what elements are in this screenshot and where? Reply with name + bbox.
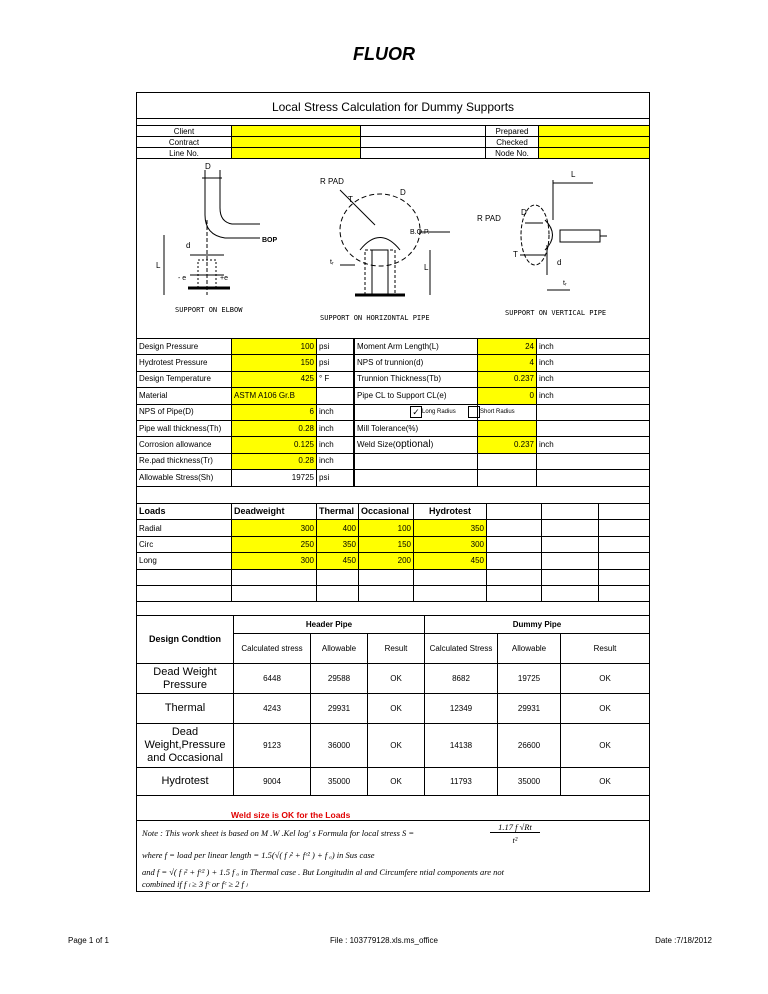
client-field[interactable]: [232, 126, 361, 137]
footer-page: Page 1 of 1: [68, 936, 109, 945]
table-row: [137, 536, 650, 552]
pipe-wall-thickness-label: Pipe wall thickness(Th): [137, 420, 232, 436]
result-occasional-header-allow: 36000: [311, 724, 368, 768]
sheet-title: Local Stress Calculation for Dummy Supports: [271, 100, 515, 114]
note-formula-denominator: t²: [512, 835, 518, 845]
result-dead-weight-header-result: OK: [368, 664, 425, 694]
figure-support-on-horizontal-pipe: [300, 170, 475, 325]
contract-label: Contract: [137, 137, 232, 148]
weld-size-label-optional: optional: [395, 439, 431, 451]
horizontal-label-rpad: R PAD: [320, 177, 344, 186]
load-circ-occasional[interactable]: 150: [359, 536, 414, 552]
nps-trunnion-input[interactable]: 4: [478, 355, 537, 371]
vertical-label-d: d: [557, 258, 562, 267]
result-condition-thermal: Thermal: [137, 694, 234, 724]
load-radial-label: Radial: [137, 520, 232, 536]
pipe-cl-support-label: Pipe CL to Support CL(e): [355, 388, 478, 404]
result-thermal-header-allow: 29931: [311, 694, 368, 724]
title-divider: [136, 118, 650, 119]
prepared-label: Prepared: [486, 126, 539, 137]
mill-tolerance-input[interactable]: [478, 420, 537, 436]
result-dead-weight-dummy-allow: 19725: [498, 664, 561, 694]
result-dead-weight-dummy-result: OK: [561, 664, 650, 694]
loads-header-thermal: Thermal: [317, 504, 359, 520]
weld-size-unit: inch: [537, 437, 650, 453]
load-radial-occasional[interactable]: 100: [359, 520, 414, 536]
weld-size-input[interactable]: 0.237: [478, 437, 537, 453]
nps-pipe-unit: inch: [317, 404, 354, 420]
design-pressure-unit: psi: [317, 339, 354, 355]
material-input[interactable]: ASTM A106 Gr.B: [232, 388, 317, 404]
corrosion-allowance-unit: inch: [317, 437, 354, 453]
node-no-field[interactable]: [539, 148, 650, 159]
result-dead-weight-header-calc: 6448: [234, 664, 311, 694]
horizontal-label-T: T: [348, 195, 353, 204]
load-circ-hydrotest[interactable]: 300: [414, 536, 487, 552]
contract-field[interactable]: [232, 137, 361, 148]
horizontal-label-bop: B.O.P.: [410, 229, 430, 236]
material-label: Material: [137, 388, 232, 404]
results-header-design-condition: Design Condtion: [137, 616, 234, 664]
node-no-label: Node No.: [486, 148, 539, 159]
results-col-header-allow: Allowable: [311, 634, 368, 664]
elbow-label-bop: BOP: [262, 237, 278, 244]
elbow-label-L: L: [156, 261, 161, 270]
moment-arm-input[interactable]: 24: [478, 339, 537, 355]
mill-tolerance-label: Mill Tolerance(%): [355, 420, 478, 436]
result-dead-weight-header-allow: 29588: [311, 664, 368, 694]
result-hydrotest-dummy-result: OK: [561, 768, 650, 796]
line-no-field[interactable]: [232, 148, 361, 159]
vertical-label-T: T: [513, 250, 518, 259]
results-header-header-pipe: Header Pipe: [234, 616, 425, 634]
result-hydrotest-header-calc: 9004: [234, 768, 311, 796]
figure-support-on-elbow: [150, 160, 280, 320]
loads-table: [136, 503, 650, 602]
moment-arm-unit: inch: [537, 339, 650, 355]
result-occasional-dummy-result: OK: [561, 724, 650, 768]
load-radial-hydrotest[interactable]: 350: [414, 520, 487, 536]
load-radial-thermal[interactable]: 400: [317, 520, 359, 536]
mill-tolerance-unit: [537, 420, 650, 436]
material-unit: [317, 388, 354, 404]
results-col-dummy-allow: Allowable: [498, 634, 561, 664]
load-radial-deadweight[interactable]: 300: [232, 520, 317, 536]
results-col-header-result: Result: [368, 634, 425, 664]
checked-label: Checked: [486, 137, 539, 148]
elbow-label-d: d: [186, 241, 191, 250]
elbow-caption: SUPPORT ON ELBOW: [175, 306, 243, 314]
note-formula-numerator: 1.17 f √Rt: [490, 822, 540, 833]
repad-thickness-unit: inch: [317, 453, 354, 469]
pipe-wall-thickness-input[interactable]: 0.28: [232, 420, 317, 436]
design-temperature-input[interactable]: 425: [232, 371, 317, 387]
result-dead-weight-dummy-calc: 8682: [425, 664, 498, 694]
result-occasional-header-result: OK: [368, 724, 425, 768]
pipe-wall-thickness-unit: inch: [317, 420, 354, 436]
result-hydrotest-dummy-calc: 11793: [425, 768, 498, 796]
table-row: [137, 553, 650, 569]
table-row: [137, 724, 650, 768]
header-info-table: [136, 125, 650, 159]
result-condition-hydrotest: Hydrotest: [137, 768, 234, 796]
weld-size-label-prefix: Weld Size(: [357, 440, 396, 450]
load-circ-deadweight[interactable]: 250: [232, 536, 317, 552]
vertical-label-L: L: [571, 170, 576, 179]
table-row: [137, 664, 650, 694]
load-long-hydrotest[interactable]: 450: [414, 553, 487, 569]
trunnion-thickness-label: Trunnion Thickness(Tb): [355, 371, 478, 387]
vertical-label-tr: tᵣ: [563, 280, 567, 287]
radius-options-cell: [355, 404, 478, 420]
prepared-field[interactable]: [539, 126, 650, 137]
long-radius-checkbox[interactable]: ✓: [410, 406, 422, 418]
line-no-label: Line No.: [137, 148, 232, 159]
loads-header-hydrotest: Hydrotest: [414, 504, 487, 520]
elbow-label-minus-e: - e: [178, 275, 187, 282]
note-line-3: and f = √( f ₗ² + fᶜ² ) + 1.5 f ₐ in Thermal case . But Longitudin al and Circumfere ntial components are not: [142, 867, 504, 877]
figure-support-on-vertical-pipe: [475, 165, 625, 320]
horizontal-label-L: L: [424, 263, 429, 272]
pipe-cl-support-input[interactable]: 0: [478, 388, 537, 404]
horizontal-caption: SUPPORT ON HORIZONTAL PIPE: [320, 314, 430, 322]
corrosion-allowance-label: Corrosion allowance: [137, 437, 232, 453]
vertical-caption: SUPPORT ON VERTICAL PIPE: [505, 309, 607, 317]
results-col-dummy-calc: Calculated Stress: [425, 634, 498, 664]
load-long-occasional[interactable]: 200: [359, 553, 414, 569]
trunnion-thickness-input[interactable]: 0.237: [478, 371, 537, 387]
results-col-header-calc: Calculated stress: [234, 634, 311, 664]
hydrotest-pressure-label: Hydrotest Pressure: [137, 355, 232, 371]
load-circ-thermal[interactable]: 350: [317, 536, 359, 552]
loads-header-loads: Loads: [137, 504, 232, 520]
load-long-label: Long: [137, 553, 232, 569]
trunnion-thickness-unit: inch: [537, 371, 650, 387]
repad-thickness-label: Re.pad thickness(Tr): [137, 453, 232, 469]
table-row: [137, 520, 650, 536]
nps-pipe-input[interactable]: 6: [232, 404, 317, 420]
vertical-label-D: D: [521, 208, 527, 217]
client-label: Client: [137, 126, 232, 137]
result-hydrotest-dummy-allow: 35000: [498, 768, 561, 796]
short-radius-label: Short Radius: [480, 408, 515, 415]
result-thermal-dummy-allow: 29931: [498, 694, 561, 724]
footer-file: File : 103779128.xls.ms_office: [330, 936, 438, 945]
corrosion-allowance-input[interactable]: 0.125: [232, 437, 317, 453]
load-long-thermal[interactable]: 450: [317, 553, 359, 569]
footer-date: Date :7/18/2012: [655, 936, 712, 945]
weld-status-message: Weld size is OK for the Loads: [231, 810, 351, 820]
design-temperature-label: Design Temperature: [137, 371, 232, 387]
result-thermal-dummy-calc: 12349: [425, 694, 498, 724]
horizontal-label-D: D: [400, 188, 406, 197]
design-temperature-unit: ° F: [317, 371, 354, 387]
design-pressure-label: Design Pressure: [137, 339, 232, 355]
nps-trunnion-label: NPS of trunnion(d): [355, 355, 478, 371]
nps-pipe-label: NPS of Pipe(D): [137, 404, 232, 420]
allowable-stress-unit: psi: [317, 470, 354, 486]
load-circ-label: Circ: [137, 536, 232, 552]
vertical-label-rpad: R PAD: [477, 214, 501, 223]
repad-thickness-input[interactable]: 0.28: [232, 453, 317, 469]
nps-trunnion-unit: inch: [537, 355, 650, 371]
hydrotest-pressure-unit: psi: [317, 355, 354, 371]
pipe-cl-support-unit: inch: [537, 388, 650, 404]
horizontal-label-tr: tᵣ: [330, 259, 334, 266]
elbow-label-plus-e: +e: [220, 275, 228, 282]
result-thermal-header-result: OK: [368, 694, 425, 724]
result-hydrotest-header-allow: 35000: [311, 768, 368, 796]
results-table: [136, 615, 650, 796]
allowable-stress-value: 19725: [232, 470, 317, 486]
result-condition-occasional: Dead Weight,Pressure and Occasional: [137, 724, 234, 768]
note-line-4: combined if f ₗ ≥ 3 fᶜ or fᶜ ≥ 2 f ₗ: [142, 879, 248, 889]
design-inputs-left: [136, 338, 354, 487]
result-occasional-dummy-allow: 26600: [498, 724, 561, 768]
result-thermal-header-calc: 4243: [234, 694, 311, 724]
brand-logo-text: FLUOR: [353, 44, 415, 64]
table-row: [137, 768, 650, 796]
loads-header-deadweight: Deadweight: [232, 504, 317, 520]
result-occasional-dummy-calc: 14138: [425, 724, 498, 768]
checked-field[interactable]: [539, 137, 650, 148]
weld-size-label: [355, 437, 478, 453]
elbow-label-D: D: [205, 162, 211, 171]
result-hydrotest-header-result: OK: [368, 768, 425, 796]
results-header-dummy-pipe: Dummy Pipe: [425, 616, 650, 634]
long-radius-label: Long Radius: [422, 408, 456, 415]
result-occasional-header-calc: 9123: [234, 724, 311, 768]
load-long-deadweight[interactable]: 300: [232, 553, 317, 569]
loads-header-occasional: Occasional: [359, 504, 414, 520]
short-radius-checkbox[interactable]: [468, 406, 480, 418]
note-line-1: Note : This work sheet is based on M .W .Kel log' s Formula for local stress S =: [142, 828, 415, 838]
result-condition-dead-weight: Dead Weight Pressure: [137, 664, 234, 694]
hydrotest-pressure-input[interactable]: 150: [232, 355, 317, 371]
design-inputs-right: [354, 338, 650, 487]
result-thermal-dummy-result: OK: [561, 694, 650, 724]
weld-size-label-suffix: ): [430, 440, 434, 450]
moment-arm-label: Moment Arm Length(L): [355, 339, 478, 355]
design-pressure-input[interactable]: 100: [232, 339, 317, 355]
note-line-2: where f = load per linear length = 1.5(√( f ₗ² + fᶜ² ) + f ₐ) in Sus case: [142, 850, 375, 860]
table-row: [137, 694, 650, 724]
short-radius-cell: [478, 404, 537, 420]
allowable-stress-label: Allowable Stress(Sh): [137, 470, 232, 486]
results-col-dummy-result: Result: [561, 634, 650, 664]
